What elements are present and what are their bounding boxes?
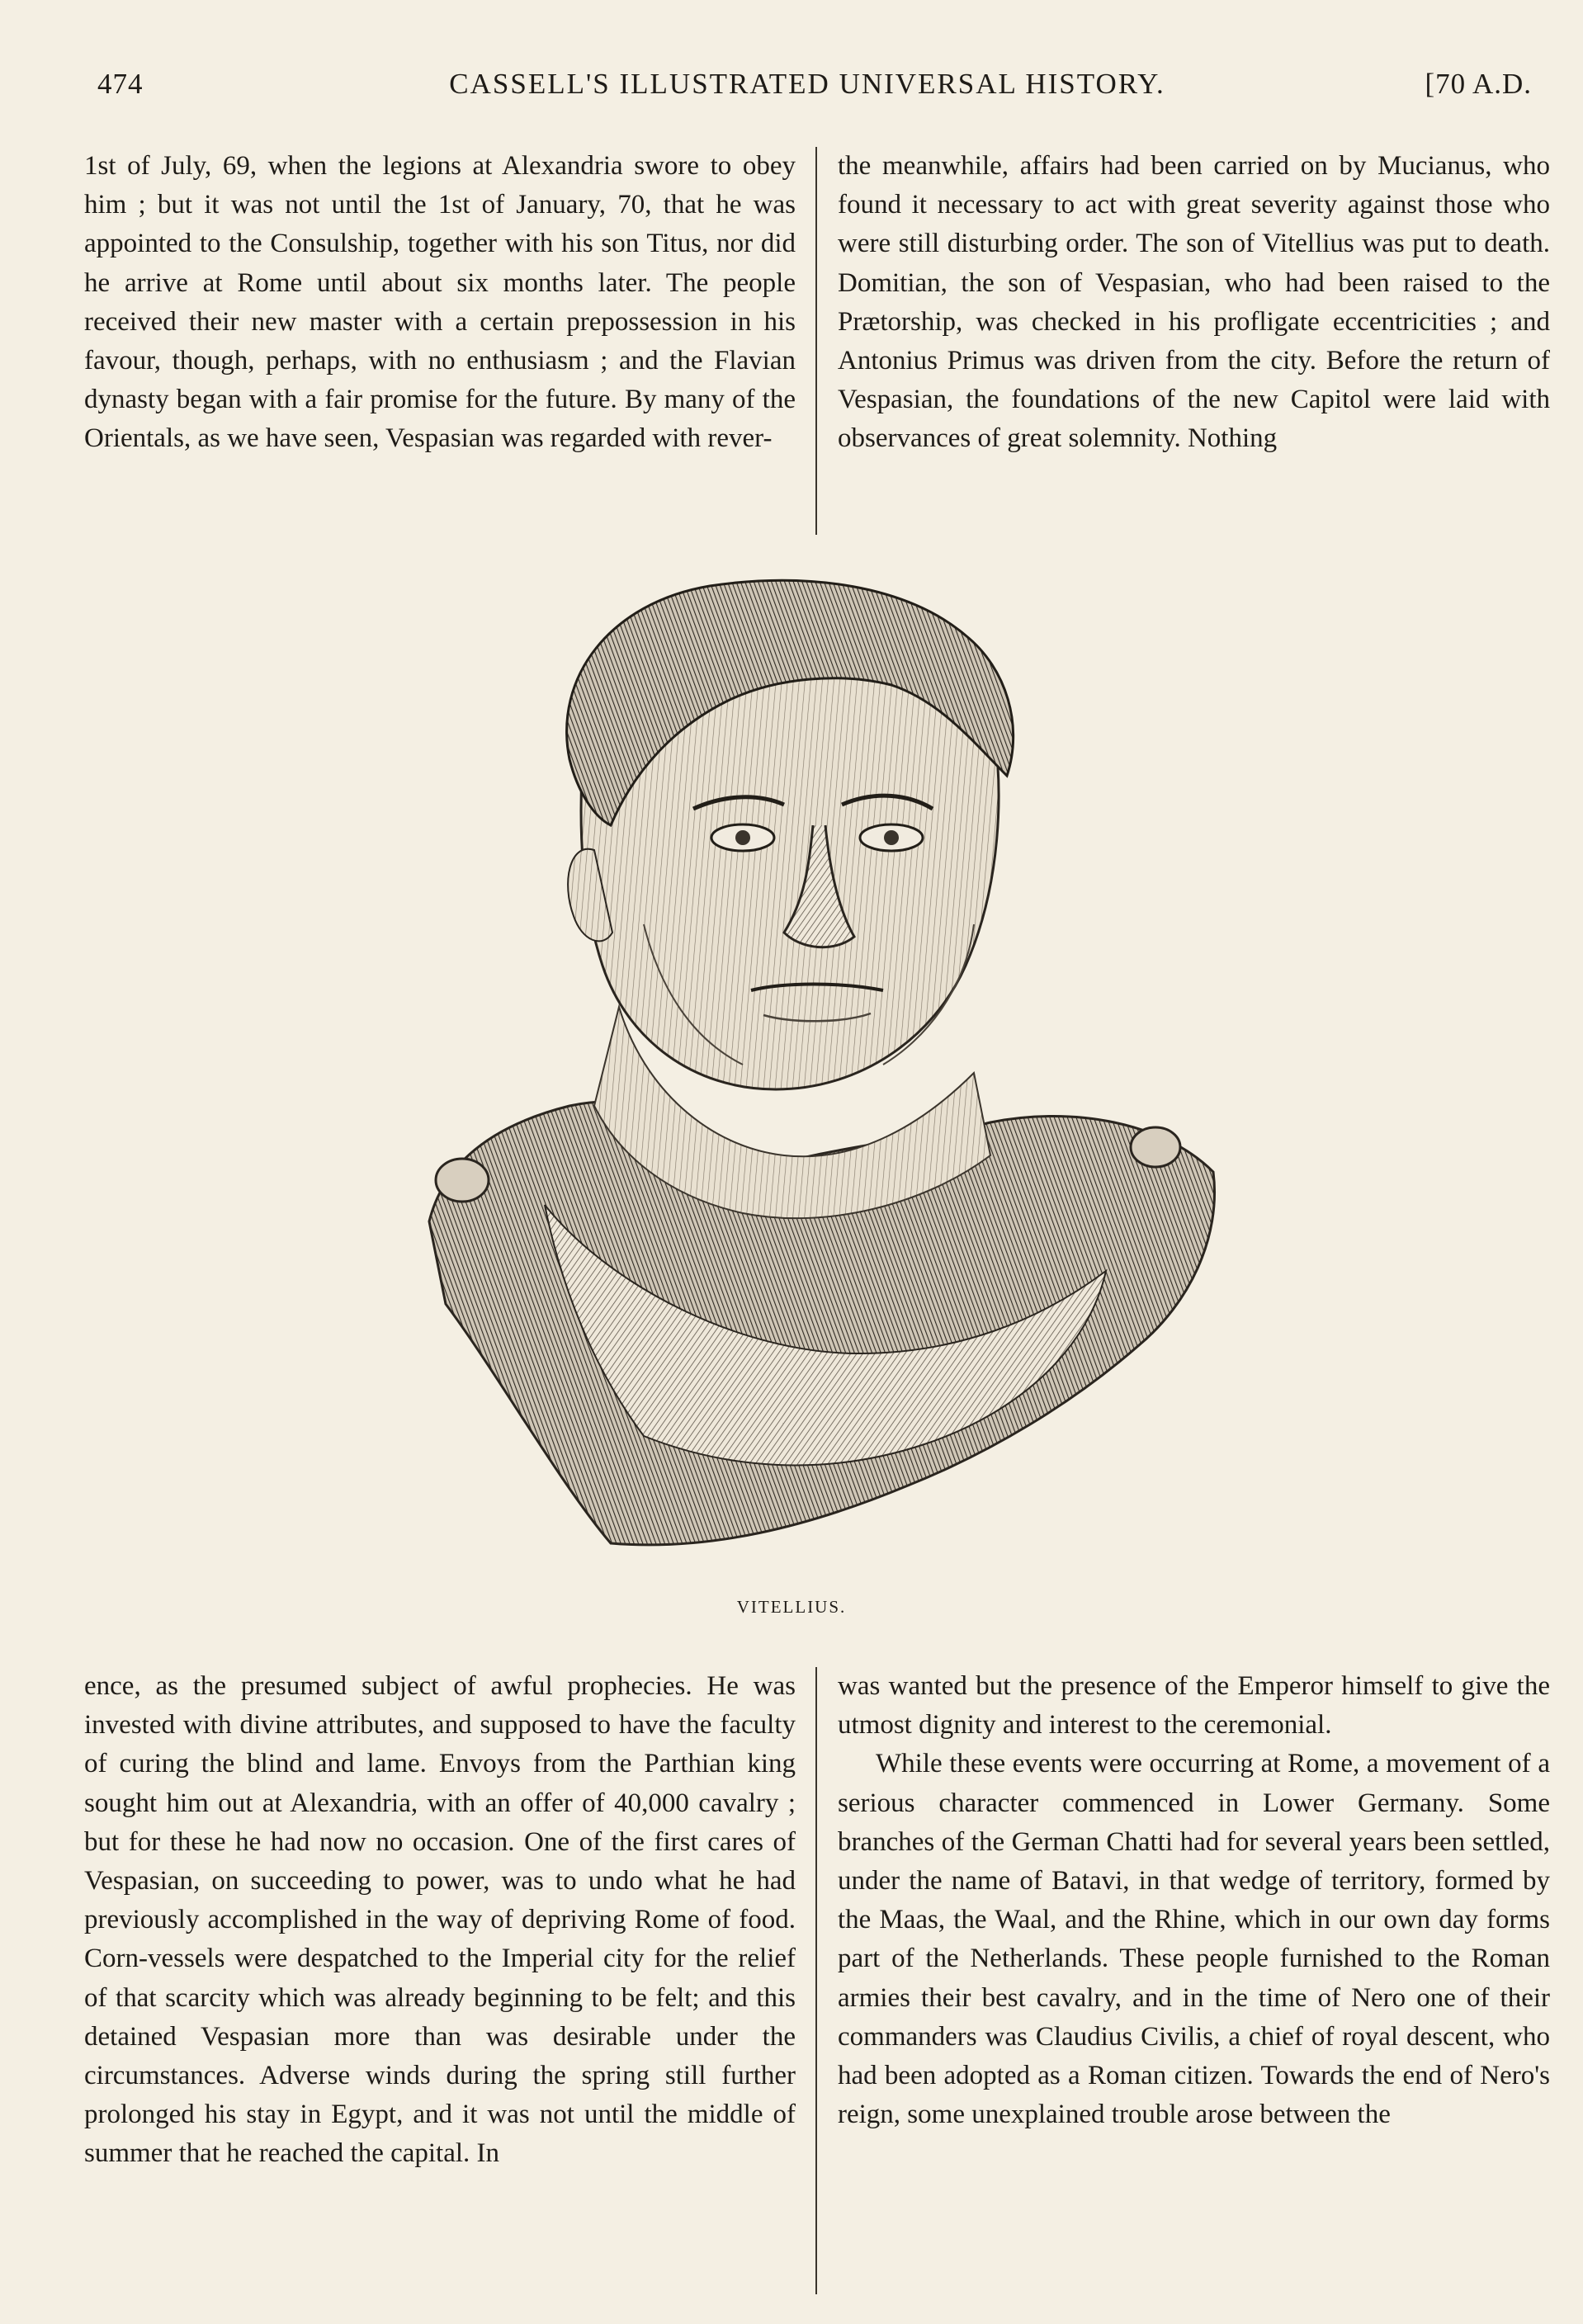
column-bottom-left: [84, 1667, 796, 2174]
vitellius-bust-engraving: [396, 578, 1230, 1568]
page-number: 474: [97, 68, 144, 100]
column-top-right: [838, 147, 1550, 459]
running-title: CASSELL'S ILLUSTRATED UNIVERSAL HISTORY.: [449, 68, 1165, 100]
column-divider-bottom: [815, 1667, 817, 2294]
paragraph: ence, as the presumed subject of awful prophecies. He was invested with divine attributes, and supposed to have the faculty of curing the blind and lame. Envoys from the Parthian king sought him out at Alexandria, with an offer of 40,000 cavalry ; but for these he had now no occasion. One of the first cares of Vespasian, on succeeding to power, was to undo what he had previously accomplished in the way of depriving Rome of food. Corn-vessels were despatched to the Imperial city for the relief of that scarcity which was already beginning to be felt; and this detained Vespasian more than was desirable under the circumstances. Adverse winds during the spring still further prolonged his stay in Egypt, and it was not until the middle of summer that he reached the capital. In: [84, 1671, 796, 2169]
figure-caption: VITELLIUS.: [736, 1597, 847, 1617]
column-bottom-right: [838, 1667, 1550, 2134]
paragraph: was wanted but the presence of the Emperor himself to give the utmost dignity and interest to the ceremonial.: [838, 1671, 1550, 1741]
page-header: [83, 68, 1532, 117]
paragraph: 1st of July, 69, when the legions at Alexandria swore to obey him ; but it was not until the 1st of January, 70, that he was appointed to the Consulship, together with his son Titus, nor did he arrive at Rome until about six months later. The people received their new master with a certain prepossession in his favour, though, perhaps, with no enthusiasm ; and the Flavian dynasty began with a fair promise for the future. By many of the Orientals, as we have seen, Vespasian was regarded with rever-: [84, 151, 796, 454]
paragraph: the meanwhile, affairs had been carried on by Mucianus, who found it necessary to act with great severity against those who were still disturbing order. The son of Vitellius was put to death. Domitian, the son of Vespasian, who had been raised to the Prætorship, was checked in his profligate eccentricities ; and Antonius Primus was driven from the city. Before the return of Vespasian, the foundations of the new Capitol were laid with observances of great solemnity. Nothing: [838, 151, 1550, 454]
running-date: [70 A.D.: [1425, 68, 1532, 100]
paragraph: While these events were occurring at Rome, a movement of a serious character commenced in Lower Germany. Some branches of the German Chatti had for several years been settled, under the name of Batavi, in that wedge of territory, formed by the Maas, the Waal, and the Rhine, which in our own day forms part of the Netherlands. These people furnished to the Roman armies their best cavalry, and in the time of Nero one of their commanders was Claudius Civilis, a chief of royal descent, who had been adopted as a Roman citizen. Towards the end of Nero's reign, some unexplained trouble arose between the: [838, 1749, 1550, 2130]
column-divider-top: [815, 147, 817, 535]
column-top-left: [84, 147, 796, 459]
